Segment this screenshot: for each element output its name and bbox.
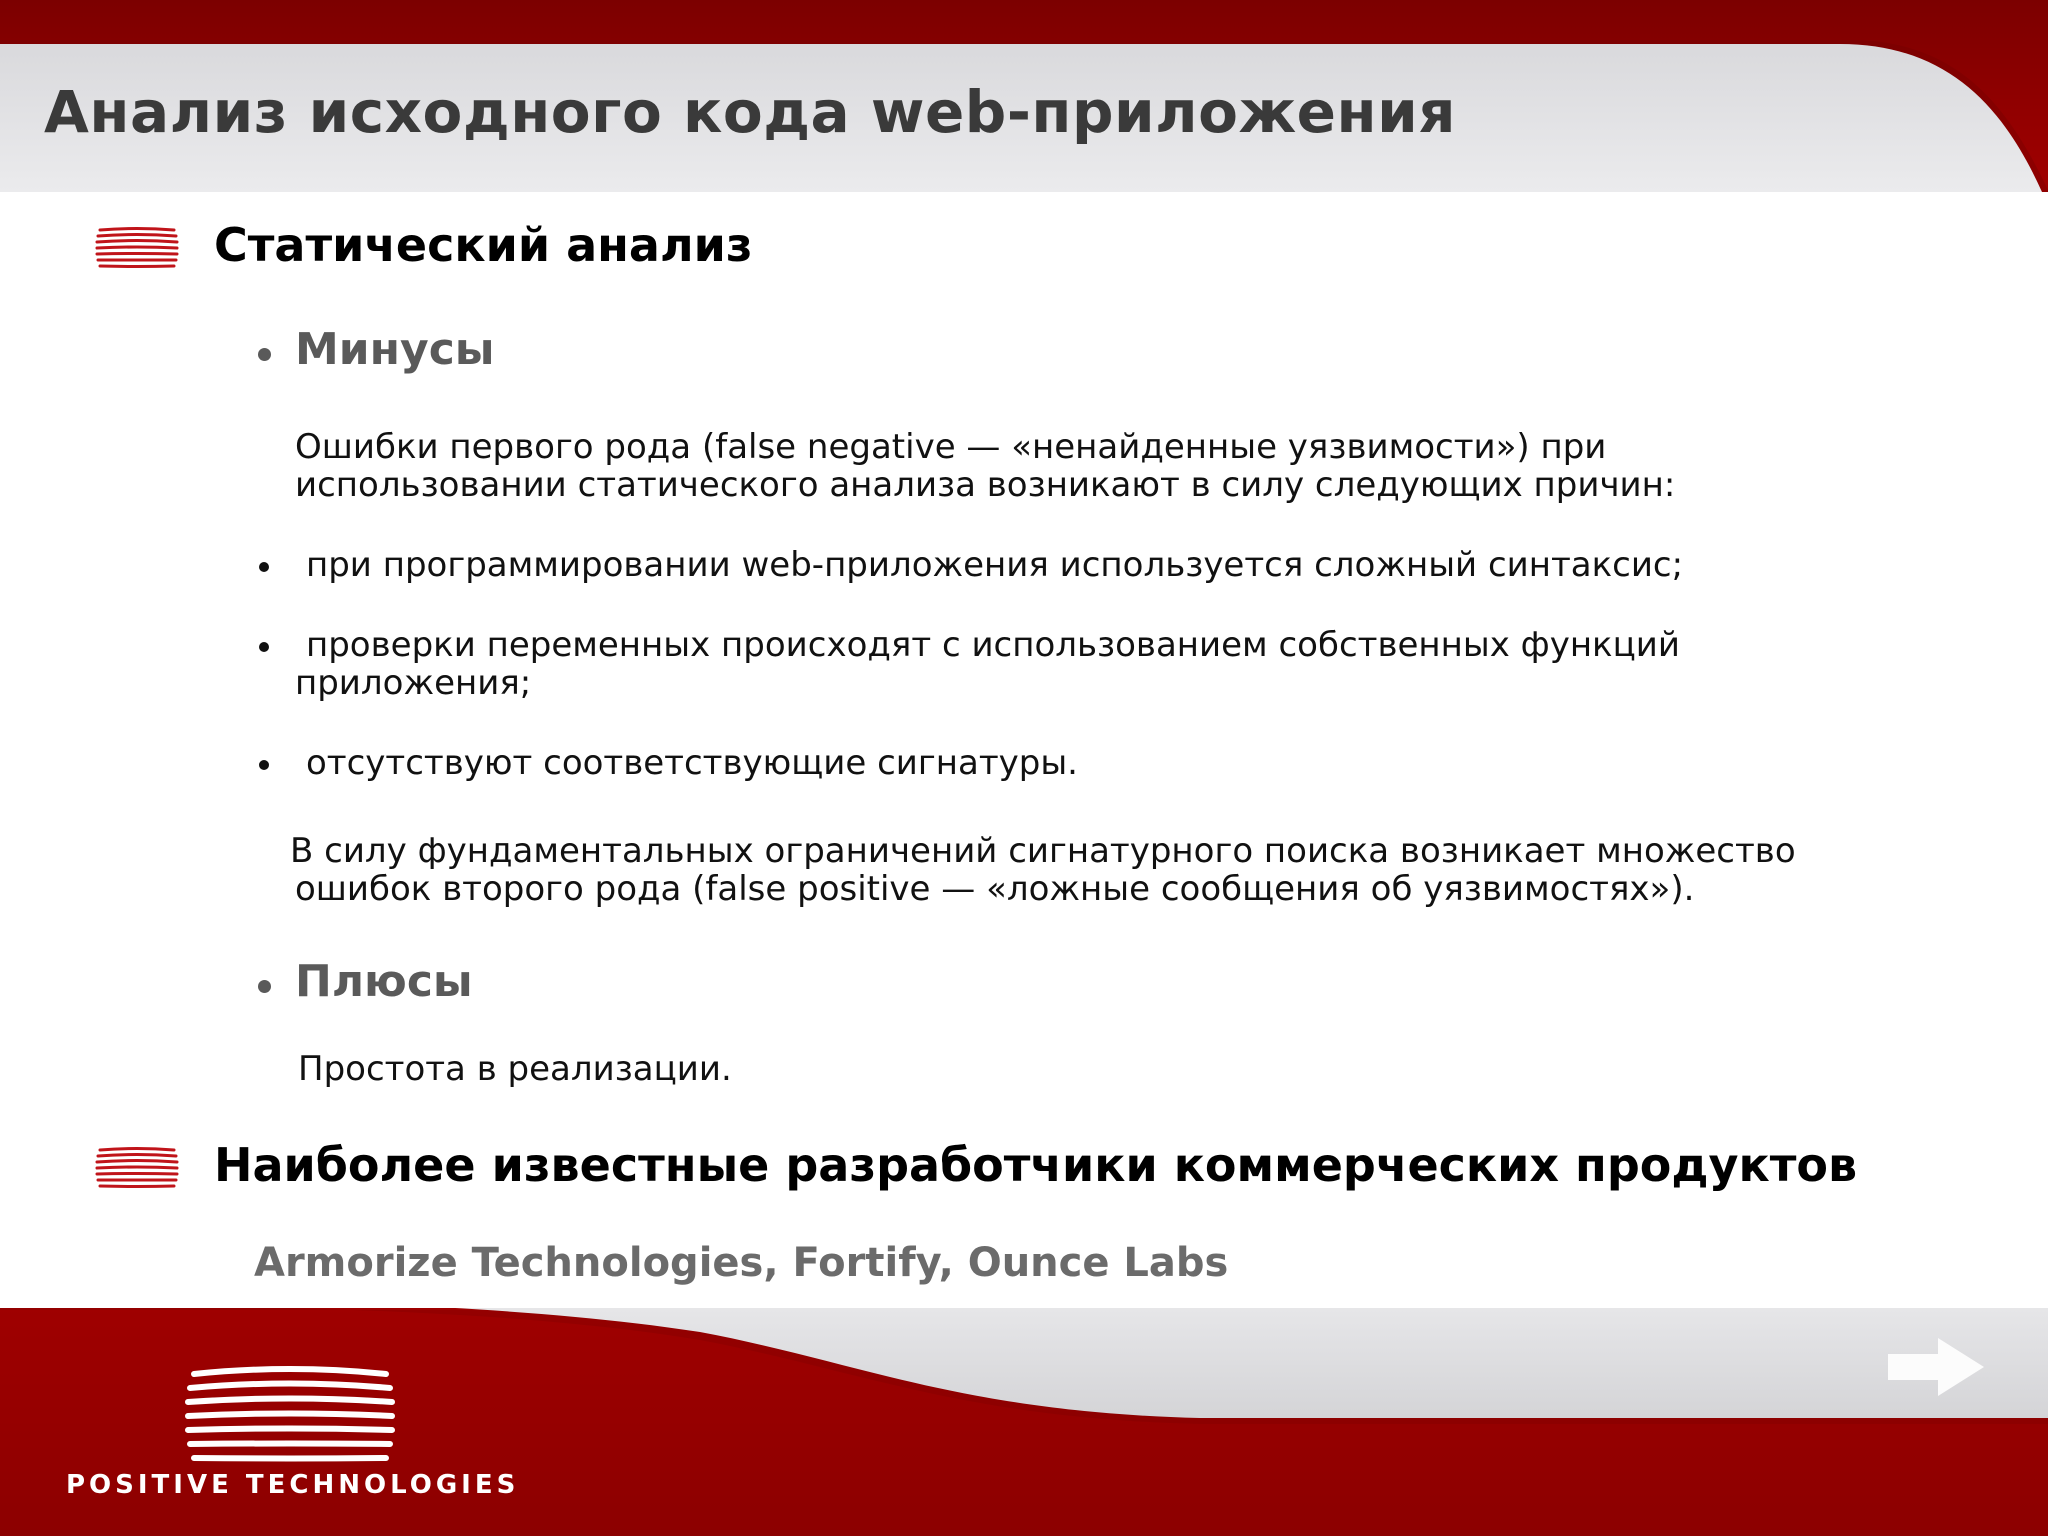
- bullet-dot: [258, 980, 271, 993]
- minuses-intro: [295, 428, 1675, 504]
- slide-title: Анализ исходного кода web-приложения: [44, 78, 1456, 146]
- subheading-pluses: Плюсы: [295, 956, 473, 1007]
- next-arrow-icon[interactable]: [1886, 1336, 1986, 1398]
- minuses-item-2-line-2: приложения;: [295, 663, 532, 703]
- minuses-item-1: при программировании web-приложения используется сложный синтаксис;: [306, 545, 1684, 585]
- list-bullet-dot: [259, 760, 269, 770]
- vendors-list: Armorize Technologies, Fortify, Ounce Labs: [254, 1240, 1229, 1286]
- subheading-minuses: Минусы: [295, 324, 495, 375]
- minuses-outro-line-1: В силу фундаментальных ограничений сигнатурного поиска возникает множество: [290, 831, 1796, 871]
- bullet-dot: [258, 348, 271, 361]
- minuses-item-3: отсутствуют соответствующие сигнатуры.: [306, 743, 1078, 783]
- section-heading-static-analysis: Статический анализ: [214, 218, 753, 272]
- positive-technologies-logo-icon: [180, 1366, 400, 1466]
- pluses-text: Простота в реализации.: [298, 1049, 732, 1089]
- list-bullet-dot: [259, 562, 269, 572]
- minuses-intro-line-1: Ошибки первого рода (false negative — «ненайденные уязвимости») при: [295, 427, 1607, 467]
- section-heading-vendors: Наиболее известные разработчики коммерческих продуктов: [214, 1138, 1858, 1192]
- brand-name: POSITIVE TECHNOLOGIES: [66, 1470, 520, 1500]
- list-bullet-dot: [259, 642, 269, 652]
- minuses-outro-line-2: ошибок второго рода (false positive — «ложные сообщения об уязвимостях»).: [295, 869, 1695, 909]
- minuses-item-2-line-1: проверки переменных происходят с использованием собственных функций: [306, 625, 1680, 665]
- minuses-intro-line-2: использовании статического анализа возникают в силу следующих причин:: [295, 465, 1676, 505]
- red-stripes-bullet-icon: [94, 226, 180, 270]
- red-stripes-bullet-icon: [94, 1146, 180, 1190]
